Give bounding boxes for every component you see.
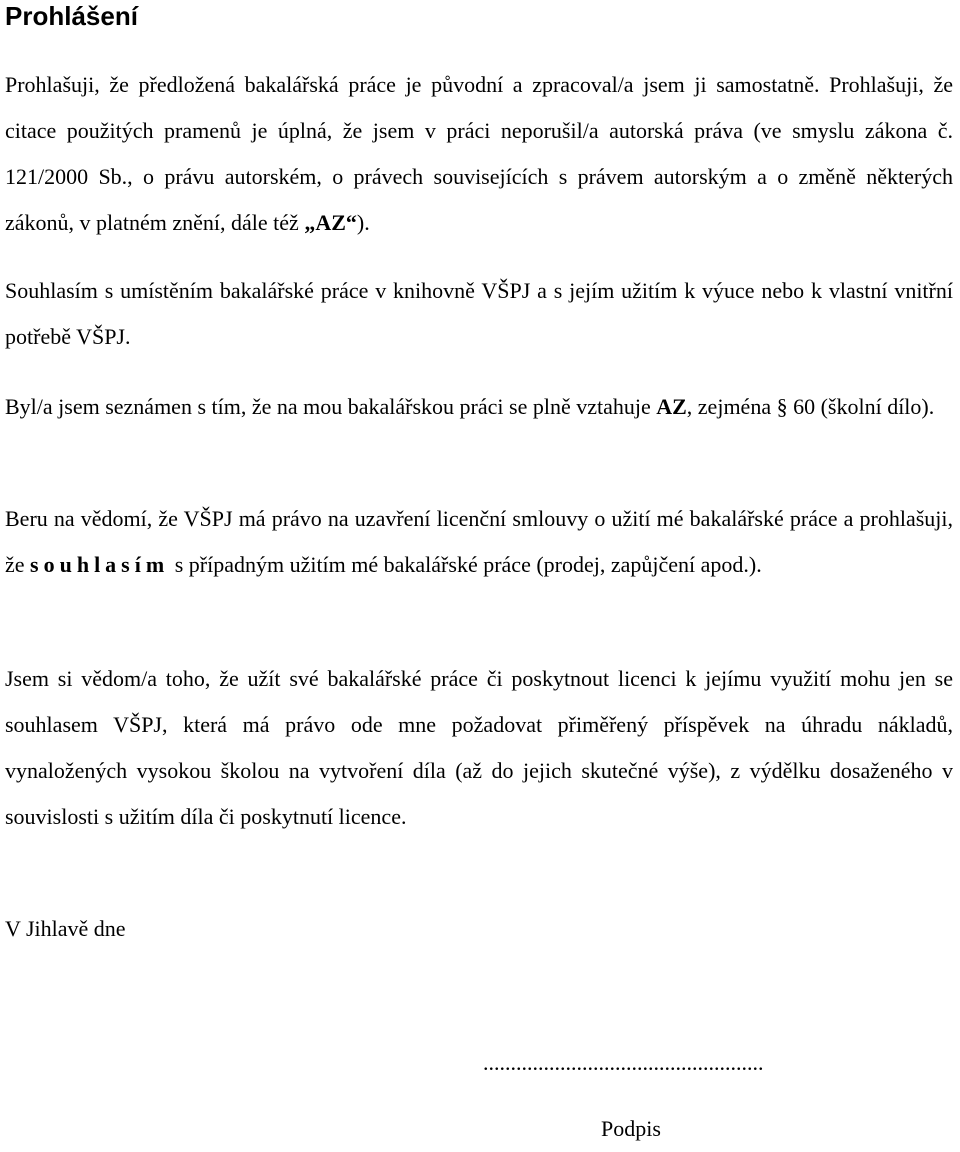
paragraph-text-end: s případným užitím mé bakalářské práce (prodej, zapůjčení apod.). — [169, 552, 762, 577]
declaration-paragraph-license — [5, 496, 953, 588]
declaration-paragraph-school-work — [5, 384, 953, 430]
abbreviation-az: „AZ“ — [304, 210, 357, 235]
signature-label: Podpis — [601, 1116, 661, 1141]
consent-emphasis: souhlasím — [30, 552, 170, 577]
paragraph-text: Prohlašuji, že předložená bakalářská práce je původní a zpracoval/a jsem ji samostatně. Prohlašuji, že citace použitých pramenů je úplná, že jsem v práci neporušil/a autorská práva (ve smyslu zákona č. 121/2000 Sb., o právu autorském, o právech souvisejících s právem autorským a o změně některých zákonů, v platném znění, dále též — [5, 72, 953, 235]
place-date-label: V Jihlavě dne — [5, 916, 126, 941]
declaration-paragraph-library: Souhlasím s umístěním bakalářské práce v knihovně VŠPJ a s jejím užitím k výuce nebo k vlastní vnitřní potřebě VŠPJ. — [5, 278, 953, 349]
paragraph-text-end: , zejména § 60 (školní dílo). — [686, 394, 935, 419]
paragraph-text: Beru na vědomí, že VŠPJ má právo na uzavření licenční smlouvy o užití mé bakalářské práce a prohlašuji, že — [5, 506, 953, 577]
page-title: Prohlášení — [5, 1, 138, 31]
abbreviation-az: AZ — [656, 394, 687, 419]
paragraph-text-end: ). — [356, 210, 370, 235]
signature-line: ................................................... — [483, 1050, 764, 1075]
declaration-paragraph-originality — [5, 62, 953, 246]
declaration-paragraph-compensation: Jsem si vědom/a toho, že užít své bakalářské práce či poskytnout licenci k jejímu využití mohu jen se souhlasem VŠPJ, která má právo ode mne požadovat přiměřený příspěvek na úhradu nákladů, vynaložených vysokou školou na vytvoření díla (až do jejich skutečné výše), z výdělku dosaženého v souvislosti s užitím díla či poskytnutí licence. — [5, 666, 953, 829]
paragraph-text: Byl/a jsem seznámen s tím, že na mou bakalářskou práci se plně vztahuje — [5, 394, 657, 419]
